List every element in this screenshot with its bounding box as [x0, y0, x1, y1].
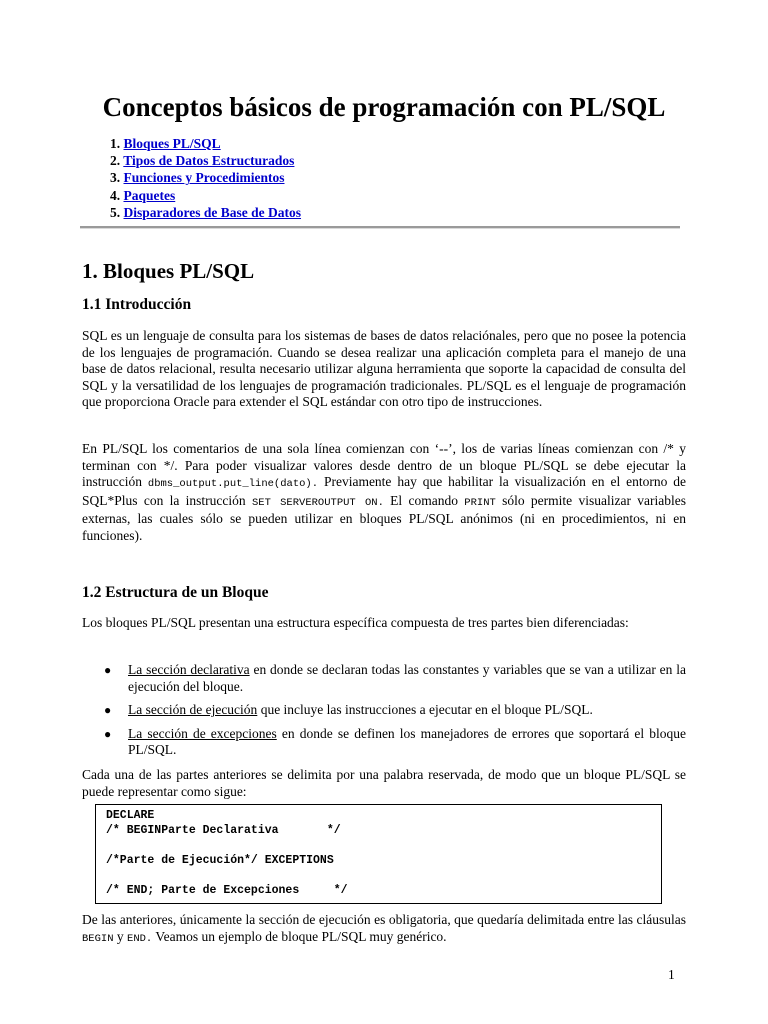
toc-link-disparadores[interactable]: Disparadores de Base de Datos: [123, 204, 302, 220]
toc-item: [110, 169, 301, 186]
text-run: De las anteriores, únicamente la sección de ejecución es obligatoria, que quedaría delimitada entre las cláusulas: [82, 912, 686, 927]
toc-link-bloques[interactable]: Bloques PL/SQL: [123, 136, 221, 151]
bullet-icon: ●: [104, 726, 112, 741]
bullet-icon: ●: [104, 703, 112, 718]
subsection-heading-intro: 1.1 Introducción: [82, 296, 192, 313]
text-run: En PL/SQL los comentarios de una sola línea comienzan con ‘--’, los de varias líneas comienzan con /* y terminan con */. Para poder visualizar valores desde dentro de un bloque PL/SQL se debe ejecutar la instrucción: [82, 441, 686, 490]
toc-number: 2.: [110, 153, 124, 169]
list-item-term: La sección declarativa: [128, 662, 250, 677]
text-run: y: [113, 928, 128, 944]
comments-paragraph: [82, 441, 686, 545]
toc-link-tipos[interactable]: Tipos de Datos Estructurados: [123, 153, 295, 169]
inline-code: END.: [127, 932, 153, 945]
list-item-text: en donde se definen los manejadores de errores que soportará el bloque PL/SQL.: [128, 725, 686, 758]
list-item-term: La sección de excepciones: [128, 725, 277, 741]
list-item: [82, 726, 686, 759]
list-item-text: en donde se declaran todas las constantes y variables que se van a utilizar en la ejecución del bloque.: [128, 662, 686, 694]
toc-link-paquetes[interactable]: Paquetes: [123, 187, 176, 203]
inline-code: BEGIN: [82, 932, 114, 945]
text-run: El comando: [383, 492, 465, 508]
horizontal-divider: [80, 226, 680, 229]
closing-paragraph: [82, 912, 686, 947]
list-item: [82, 662, 686, 695]
text-run: Previamente hay que habilitar la visualización en el entorno de SQL*Plus con la instrucción: [82, 474, 686, 508]
delimiter-paragraph: Cada una de las partes anteriores se delimita por una palabra reservada, de modo que un bloque PL/SQL se puede representar como sigue:: [82, 767, 686, 799]
inline-code: dbms_output.put_line(dato).: [147, 478, 319, 491]
toc-item: [110, 152, 301, 169]
inline-code: SET SERVEROUTPUT ON.: [251, 496, 384, 509]
page-number: 1: [668, 967, 675, 982]
toc-number: 3.: [110, 170, 124, 186]
inline-code: PRINT: [464, 496, 496, 509]
toc-number: 1.: [110, 136, 124, 151]
document-title: Conceptos básicos de programación con PL/SQL: [102, 92, 666, 122]
toc-item: [110, 187, 301, 204]
toc-link-funciones[interactable]: Funciones y Procedimientos: [123, 170, 285, 186]
toc-number: 4.: [110, 187, 124, 203]
toc-item: [110, 135, 301, 152]
toc-number: 5.: [110, 204, 124, 220]
toc-item: [110, 204, 301, 221]
structure-paragraph: Los bloques PL/SQL presentan una estructura específica compuesta de tres partes bien diferenciadas:: [82, 615, 629, 630]
text-run: sólo permite visualizar variables externas, las cuales sólo se pueden utilizar en bloques PL/SQL anónimos (ni en procedimientos, ni en funciones).: [82, 492, 686, 543]
sections-list: [82, 662, 686, 766]
list-item: [82, 702, 686, 719]
section-heading: 1. Bloques PL/SQL: [82, 259, 255, 283]
list-item-text: que incluye las instrucciones a ejecutar en el bloque PL/SQL.: [257, 702, 593, 718]
intro-paragraph: SQL es un lenguaje de consulta para los sistemas de bases de datos relaciónales, pero que no posee la potencia de los lenguajes de programación. Cuando se desea realizar una aplicación completa para el manejo de una base de datos relacional, resulta necesario utilizar alguna herramienta que soporte la capacidad de consulta del SQL y la versatilidad de los lenguajes de programación tradicionales. PL/SQL es el lenguaje de programación que proporciona Oracle para extender el SQL estándar con otro tipo de instrucciones.: [82, 328, 686, 410]
bullet-icon: ●: [104, 663, 112, 677]
text-run: Veamos un ejemplo de bloque PL/SQL muy genérico.: [152, 928, 447, 944]
table-of-contents: [110, 135, 301, 221]
subsection-heading-structure: 1.2 Estructura de un Bloque: [82, 584, 269, 601]
list-item-term: La sección de ejecución: [128, 702, 258, 718]
code-block: DECLARE /* BEGINParte Declarativa */ /*Parte de Ejecución*/ EXCEPTIONS /* END; Parte de Excepciones */: [95, 804, 662, 904]
